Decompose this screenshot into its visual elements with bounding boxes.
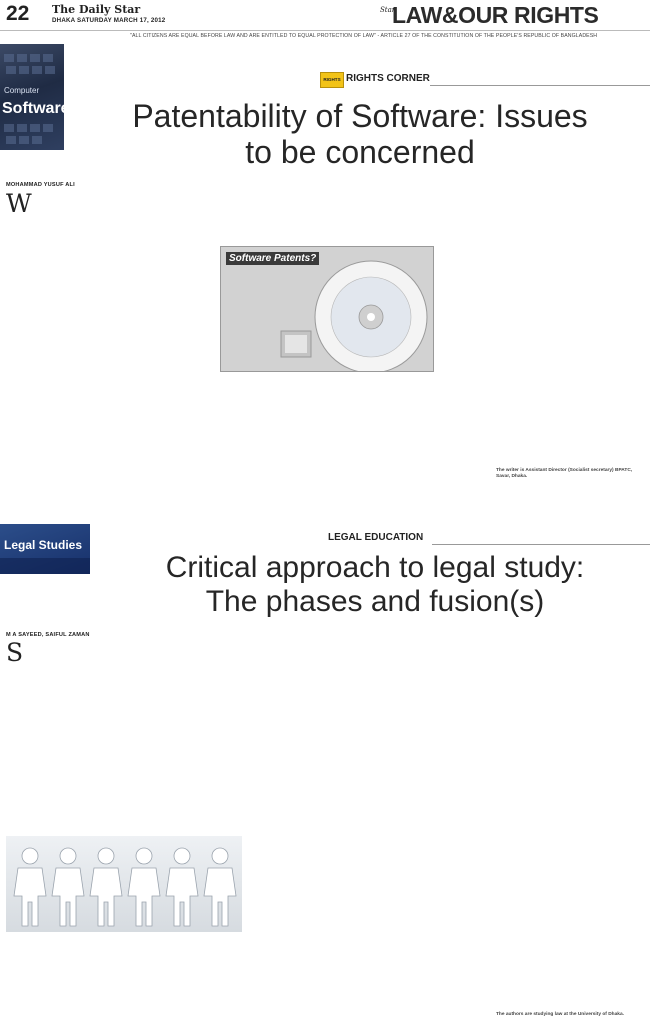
article2-dropcap: S — [6, 642, 24, 667]
article2-column-3 — [250, 632, 365, 1022]
article2-byline: M A SAYEED, SAIFUL ZAMAN — [6, 632, 90, 638]
software-image-label: Software — [2, 100, 70, 117]
article1-column-3 — [250, 181, 365, 239]
software-keyboard-image — [0, 44, 64, 150]
article1-headline — [70, 98, 650, 170]
rights-corner-tag — [320, 72, 650, 86]
article2-column-4 — [374, 632, 489, 1022]
legal-studies-label: Legal Studies — [4, 538, 83, 552]
software-patents-label: Software Patents? — [226, 252, 319, 265]
article2-column-2-bottom — [128, 938, 243, 1022]
article1-column-4-bottom — [374, 376, 489, 493]
legal-education-rule — [432, 544, 650, 545]
article2-headline — [100, 551, 650, 619]
article2-column-1 — [6, 642, 121, 830]
paper-people-chain-image — [6, 836, 242, 932]
article1-column-4 — [374, 181, 489, 241]
page-number: 22 — [6, 2, 30, 25]
article1-column-1 — [6, 193, 121, 493]
article1-byline: MOHAMMAD YUSUF ALI — [6, 182, 75, 188]
rights-corner-icon: RIGHTS — [320, 72, 344, 88]
cd-disc-graphic — [221, 247, 433, 371]
article1-author-note: The writer is Assistant Director (Socialist secretary) BPATC, Savar, Dhaka. — [496, 468, 633, 479]
paper-people-graphic — [6, 836, 242, 932]
article1-headline-line2: to be concerned — [245, 134, 475, 171]
legal-education-label: LEGAL EDUCATION — [328, 532, 424, 543]
article1-column-5 — [496, 181, 644, 463]
newspaper-name: The Daily Star — [52, 3, 141, 16]
article2-column-1-bottom — [6, 938, 121, 1022]
software-image-label-small: Computer — [4, 86, 40, 95]
article1-dropcap: W — [6, 193, 32, 218]
article1-headline-line1: Patentability of Software: Issues — [132, 98, 588, 134]
section-title: LAW&OUR RIGHTS — [392, 2, 599, 28]
rights-corner-rule — [430, 85, 650, 86]
star-logo-mini: Star — [380, 6, 396, 14]
article2-column-2 — [128, 632, 243, 830]
article2-column-5 — [496, 632, 644, 1008]
keyboard-graphic — [0, 44, 64, 150]
article2-author-note: The authors are studying law at the University of Dhaka. — [496, 1012, 624, 1017]
dateline: DHAKA SATURDAY MARCH 17, 2012 — [52, 17, 166, 24]
rights-corner-label: RIGHTS CORNER — [346, 73, 430, 84]
article2-headline-line2: The phases and fusion(s) — [205, 584, 545, 618]
article2-headline-line1: Critical approach to legal study: — [165, 551, 585, 584]
legal-education-tag — [320, 531, 650, 545]
article1-column-3-bottom — [250, 376, 365, 493]
motto: "ALL CITIZENS ARE EQUAL BEFORE LAW AND ARE ENTITLED TO EQUAL PROTECTION OF LAW" - ARTICLE 27 OF THE CONSTITUTION OF THE PEOPLE'S REPUBLIC OF BANGLADESH — [130, 33, 598, 39]
